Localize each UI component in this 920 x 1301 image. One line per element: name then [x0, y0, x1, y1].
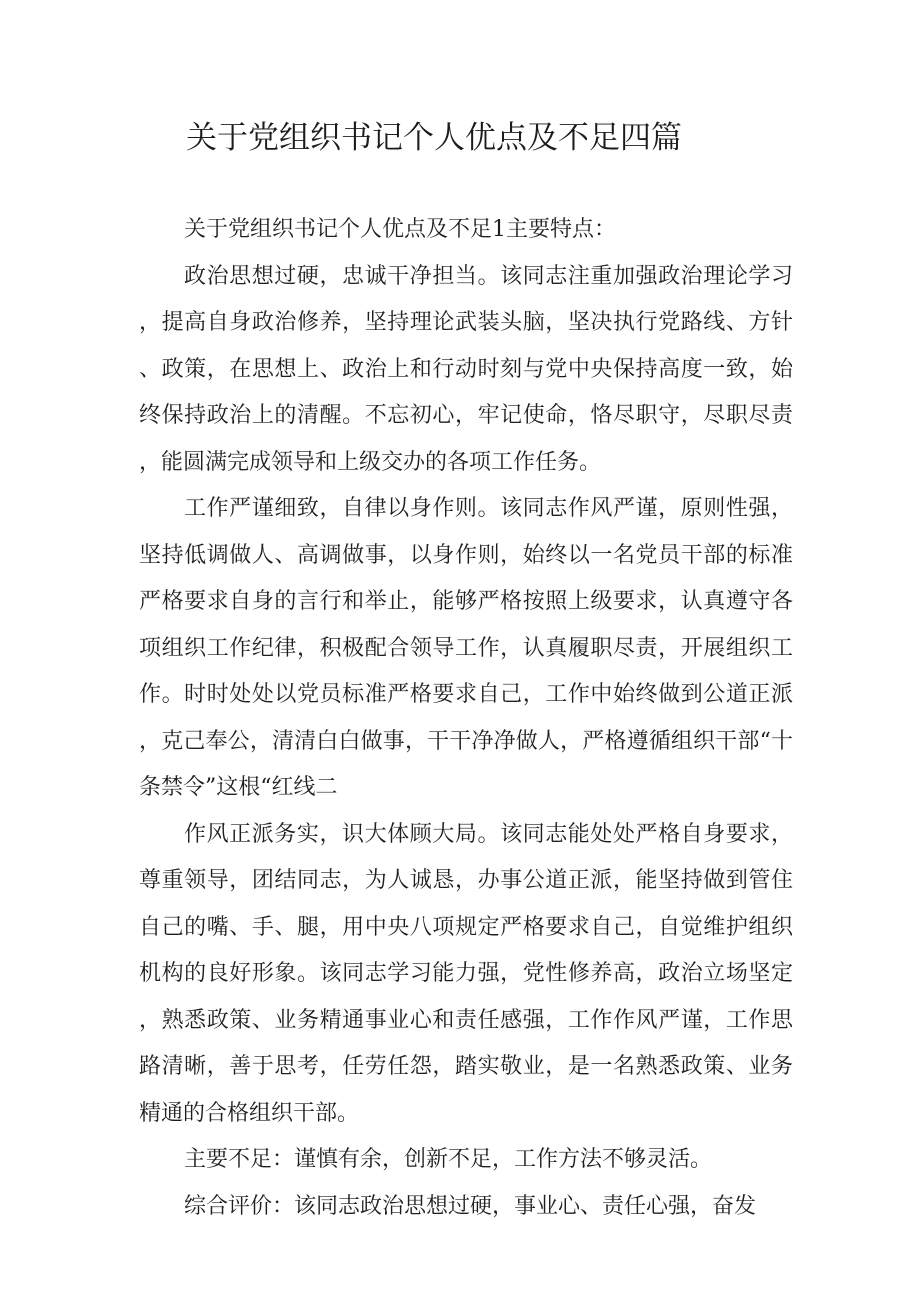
paragraph-evaluation: 综合评价：该同志政治思想过硬，事业心、责任心强，奋发 [184, 1193, 757, 1219]
document-body [139, 207, 793, 1230]
paragraph-work-style: 工作严谨细致，自律以身作则。该同志作风严谨，原则性强，坚持低调做人、高调做事，以身作则，始终以一名党员干部的标准严格要求自身的言行和举止，能够严格按照上级要求，认真遵守各项组织工作纪律，积极配合领导工作，认真履职尽责，开展组织工作。时时处处以党员标准严格要求自己，工作中始终做到公道正派，克己奉公，清清白白做事，干干净净做人，严格遵循组织干部“十条禁令”这根“红线二 [139, 496, 793, 800]
paragraph-conduct: 作风正派务实，识大体顾大局。该同志能处处严格自身要求，尊重领导，团结同志，为人诚恳，办事公道正派，能坚持做到管住自己的嘴、手、腿，用中央八项规定严格要求自己，自觉维护组织机构的良好形象。该同志学习能力强，党性修养高，政治立场坚定，熟悉政策、业务精通事业心和责任感强，工作作风严谨，工作思路清晰，善于思考，任劳任怨，踏实敬业，是一名熟悉政策、业务精通的合格组织干部。 [139, 821, 793, 1126]
document-title: 关于党组织书记个人优点及不足四篇 [186, 120, 682, 156]
paragraph-political: 政治思想过硬，忠诚干净担当。该同志注重加强政治理论学习，提高自身政治修养，坚持理论武装头脑，坚决执行党路线、方针、政策，在思想上、政治上和行动时刻与党中央保持高度一致，始终保持政治上的清醒。不忘初心，牢记使命，恪尽职守，尽职尽责，能圆满完成领导和上级交办的各项工作任务。 [139, 263, 793, 475]
paragraph-intro: 关于党组织书记个人优点及不足1主要特点： [184, 217, 616, 242]
paragraph-shortcomings: 主要不足：谨慎有余，创新不足，工作方法不够灵活。 [184, 1147, 713, 1172]
